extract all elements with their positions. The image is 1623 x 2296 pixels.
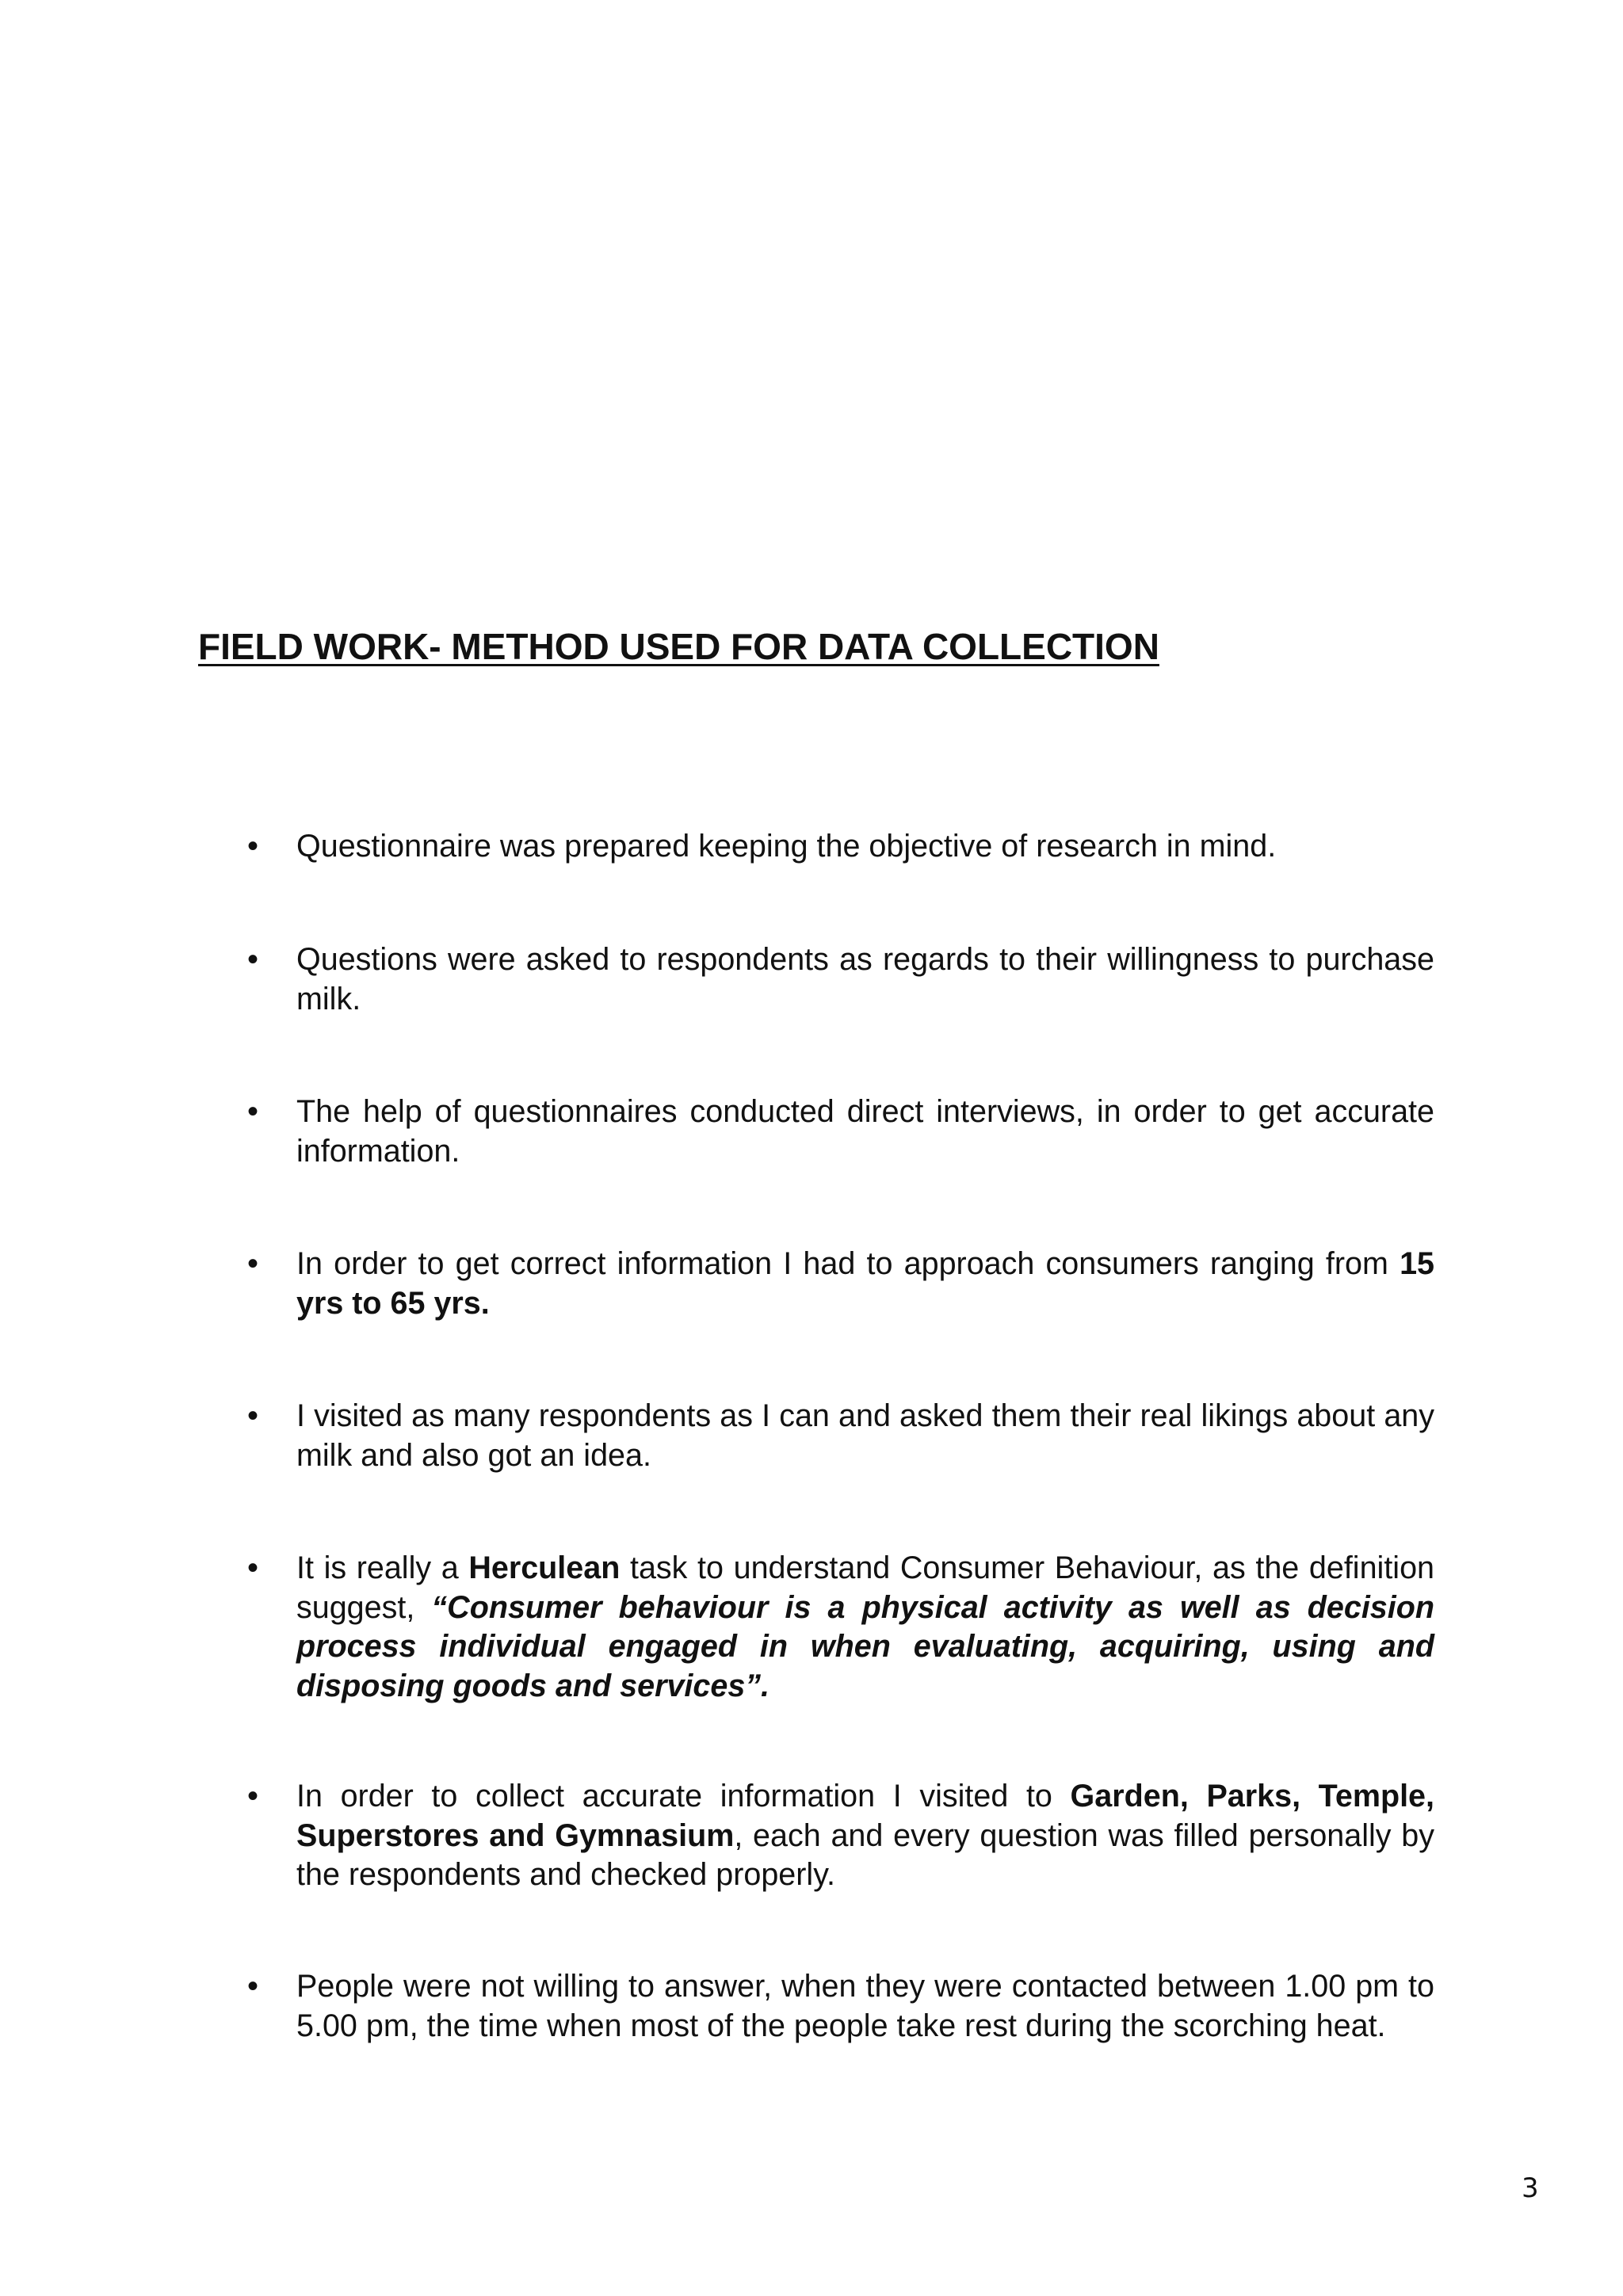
list-item — [247, 1777, 1435, 1895]
bullet-icon: • — [247, 1550, 259, 1585]
item-text: Questionnaire was prepared keeping the objective of research in mind. — [296, 829, 1277, 864]
bullet-icon: • — [247, 1969, 259, 2004]
item-text: task to understand Consumer Behaviour, as the definition suggest, — [296, 1550, 1435, 1625]
list-item — [247, 827, 1434, 867]
list-item — [247, 940, 1434, 1019]
bullet-icon: • — [247, 1246, 259, 1281]
item-bold-text: Garden, Parks, Temple, Superstores and Gymnasium — [296, 1779, 1435, 1853]
item-text: It is really a — [296, 1550, 469, 1585]
bullet-icon: • — [247, 942, 259, 977]
definition-quote: “Consumer behaviour is a physical activity as well as decision process individual engaged in when evaluating, acquiring, using and disposing goods and services”. — [296, 1589, 1434, 1703]
bullet-icon: • — [247, 829, 259, 864]
list-item — [247, 1967, 1434, 2046]
item-text: , each and every question was filled personally by the respondents and checked properly. — [296, 1817, 1434, 1892]
list-item — [247, 1093, 1434, 1171]
item-text: In order to collect accurate information I visited to — [296, 1779, 1071, 1814]
item-text: I visited as many respondents as I can and asked them their real likings about any milk and also got an idea. — [296, 1398, 1434, 1473]
section-heading: FIELD WORK- METHOD USED FOR DATA COLLECTION — [198, 626, 1159, 667]
item-text: In order to get correct information I had to approach consumers ranging from — [296, 1246, 1400, 1281]
bullet-icon: • — [247, 1398, 259, 1433]
item-bold-text: 15 yrs to 65 yrs. — [296, 1246, 1434, 1321]
bullet-icon: • — [247, 1779, 259, 1814]
item-text: People were not willing to answer, when they were contacted between 1.00 pm to 5.00 pm, the time when most of the people take rest during the scorching heat. — [296, 1969, 1434, 2043]
list-item — [247, 1245, 1434, 1323]
bullet-icon: • — [247, 1094, 259, 1129]
item-bold-text: Herculean — [468, 1550, 621, 1585]
item-text: Questions were asked to respondents as regards to their willingness to purchase milk. — [296, 942, 1434, 1016]
list-item — [247, 1549, 1435, 1706]
item-text: The help of questionnaires conducted direct interviews, in order to get accurate information. — [296, 1094, 1434, 1169]
list-item — [247, 1397, 1434, 1475]
page-number: 3 — [1522, 2172, 1539, 2204]
